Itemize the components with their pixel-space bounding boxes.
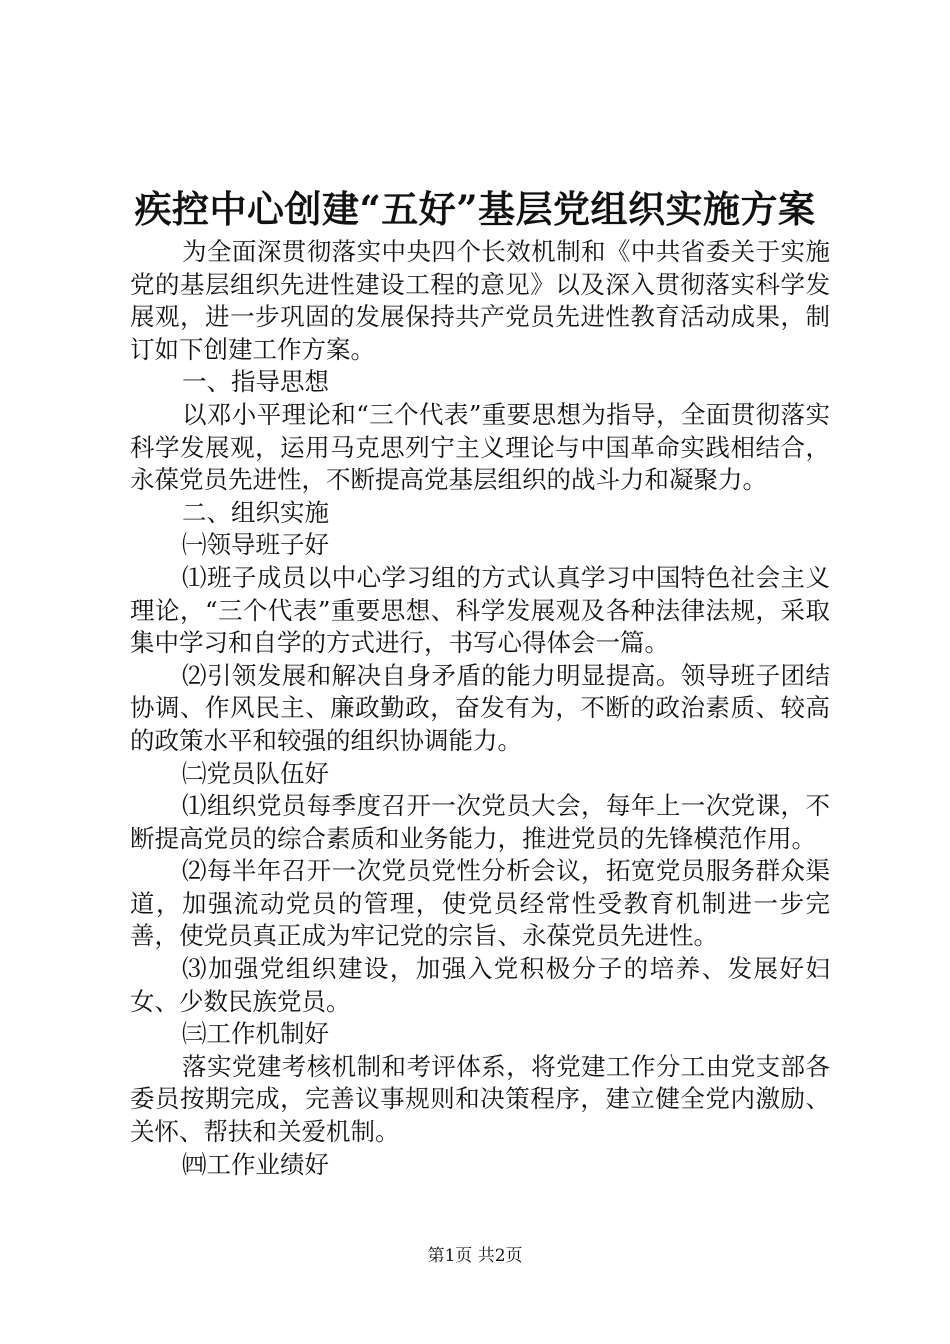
paragraph-members-2: ⑵每半年召开一次党员党性分析会议，拓宽党员服务群众渠道，加强流动党员的管理，使党员经常性受教育机制进一步完善，使党员真正成为牢记党的宗旨、永葆党员先进性。 (130, 856, 830, 951)
subheading-members: ㈡党员队伍好 (182, 758, 329, 788)
document-body (130, 236, 830, 1181)
document-title: 疾控中心创建“五好”基层党组织实施方案 (134, 187, 816, 231)
paragraph-members-1: ⑴组织党员每季度召开一次党员大会，每年上一次党课，不断提高党员的综合素质和业务能力，推进党员的先锋模范作用。 (130, 791, 830, 853)
heading-organization: 二、组织实施 (182, 497, 329, 527)
page-footer: 第1页 共2页 (427, 1246, 523, 1266)
paragraph-leadership-1: ⑴班子成员以中心学习组的方式认真学习中国特色社会主义理论，“三个代表”重要思想、科学发展观及各种法律法规，采取集中学习和自学的方式进行，书写心得体会一篇。 (130, 562, 830, 658)
paragraph-intro: 为全面深贯彻落实中央四个长效机制和《中共省委关于实施党的基层组织先进性建设工程的意见》以及深入贯彻落实科学发展观，进一步巩固的发展保持共产党员先进性教育活动成果，制订如下创建工作方案。 (130, 237, 830, 364)
paragraph-guiding-ideology: 以邓小平理论和“三个代表”重要思想为指导，全面贯彻落实科学发展观，运用马克思列宁主义理论与中国革命实践相结合，永葆党员先进性，不断提高党基层组织的战斗力和凝聚力。 (130, 399, 830, 495)
paragraph-mechanism: 落实党建考核机制和考评体系，将党建工作分工由党支部各委员按期完成，完善议事规则和决策程序，建立健全党内激励、关怀、帮扶和关爱机制。 (130, 1051, 830, 1147)
subheading-leadership: ㈠领导班子好 (182, 530, 329, 560)
paragraph-members-3: ⑶加强党组织建设，加强入党积极分子的培养、发展好妇女、少数民族党员。 (130, 954, 830, 1016)
heading-guiding-ideology: 一、指导思想 (182, 367, 329, 397)
subheading-performance: ㈣工作业绩好 (182, 1149, 329, 1179)
subheading-mechanism: ㈢工作机制好 (182, 1019, 329, 1049)
paragraph-leadership-2: ⑵引领发展和解决自身矛盾的能力明显提高。领导班子团结协调、作风民主、廉政勤政，奋发有为，不断的政治素质、较高的政策水平和较强的组织协调能力。 (130, 660, 830, 755)
